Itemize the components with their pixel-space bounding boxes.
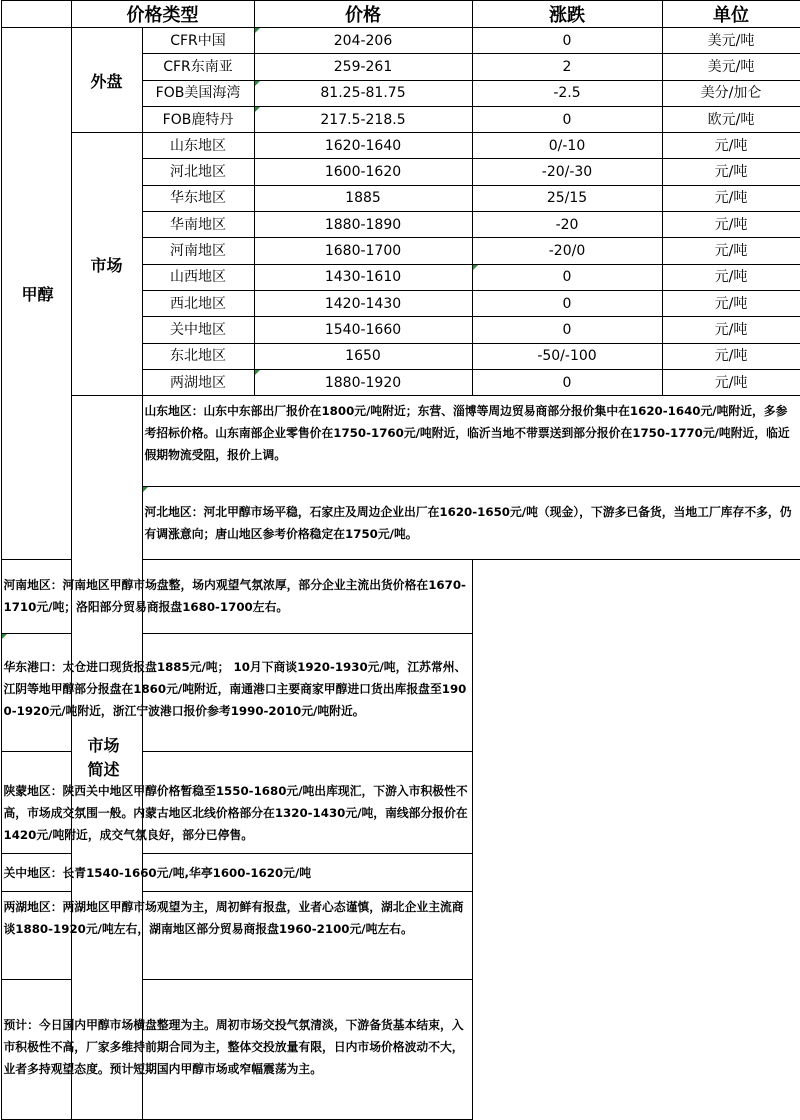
- row-name: 河北地区: [142, 159, 254, 185]
- row-price: 1650: [254, 343, 472, 369]
- row-unit: 元/吨: [662, 317, 800, 343]
- row-name: CFR中国: [142, 28, 254, 54]
- row-change: 2: [472, 54, 662, 80]
- row-name: 华东地区: [142, 185, 254, 211]
- summary-row: [1, 634, 800, 752]
- row-price: 259-261: [254, 54, 472, 80]
- row-change: 0/-10: [472, 133, 662, 159]
- row-name: 关中地区: [142, 317, 254, 343]
- row-unit: 元/吨: [662, 133, 800, 159]
- row-unit: 元/吨: [662, 159, 800, 185]
- category-summary: 市场 简述: [71, 396, 142, 1120]
- table-row: [1, 133, 800, 159]
- row-name: CFR东南亚: [142, 54, 254, 80]
- row-change: 0: [472, 317, 662, 343]
- header-blank: [1, 1, 71, 28]
- category-market: 市场: [71, 133, 142, 396]
- header-price-type: 价格类型: [71, 1, 254, 28]
- row-change: -20/-30: [472, 159, 662, 185]
- row-price: 1540-1660: [254, 317, 472, 343]
- note-east-china-port: 华东港口：太仓进口现货报盘1885元/吨； 10月下商谈1920-1930元/吨，江苏常州、江阴等地甲醇部分报盘在1860元/吨附近，南通港口主要商家甲醇进口货出库报盘至1900-1920元/吨附近，浙江宁波港口报价参考1990-2010元/吨附近。: [1, 634, 472, 752]
- header-change: 涨跌: [472, 1, 662, 28]
- row-price: 1680-1700: [254, 238, 472, 264]
- row-price: 1620-1640: [254, 133, 472, 159]
- row-price: 1600-1620: [254, 159, 472, 185]
- row-price: 1430-1610: [254, 264, 472, 290]
- note-lianghu: 两湖地区：两湖地区甲醇市场观望为主，周初鲜有报盘，业者心态谨慎，湖北企业主流商谈1880-1920元/吨左右，湖南地区部分贸易商报盘1960-2100元/吨左右。: [1, 892, 472, 980]
- row-name: 河南地区: [142, 238, 254, 264]
- row-name: 东北地区: [142, 343, 254, 369]
- row-change: 0: [472, 369, 662, 395]
- row-change: -50/-100: [472, 343, 662, 369]
- row-price: 204-206: [254, 28, 472, 54]
- note-forecast: 预计：今日国内甲醇市场横盘整理为主。周初市场交投气氛清淡，下游备货基本结束，入市积极性不高，厂家多维持前期合同为主，整体交投放量有限，日内市场价格波动不大，业者多持观望态度。预计短期国内甲醇市场或窄幅震荡为主。: [1, 980, 472, 1120]
- row-change: 0: [472, 106, 662, 132]
- row-change: 0: [472, 264, 662, 290]
- row-name: 华南地区: [142, 212, 254, 238]
- row-price: 81.25-81.75: [254, 80, 472, 106]
- row-unit: 欧元/吨: [662, 106, 800, 132]
- note-henan: 河南地区：河南地区甲醇市场盘整，场内观望气氛浓厚，部分企业主流出货价格在1670-1710元/吨；洛阳部分贸易商报盘1680-1700左右。: [1, 560, 472, 634]
- row-change: -20: [472, 212, 662, 238]
- row-change: 0: [472, 290, 662, 316]
- row-change: 0: [472, 28, 662, 54]
- product-name: 甲醇: [1, 28, 71, 560]
- summary-row: [1, 396, 800, 487]
- row-unit: 美元/吨: [662, 28, 800, 54]
- row-price: 1420-1430: [254, 290, 472, 316]
- note-guanzhong: 关中地区：长青1540-1660元/吨,华亭1600-1620元/吨: [1, 854, 472, 892]
- row-name: FOB鹿特丹: [142, 106, 254, 132]
- row-unit: 元/吨: [662, 290, 800, 316]
- summary-row: [1, 980, 800, 1120]
- methanol-price-table: [1, 0, 800, 1120]
- table-row: [1, 28, 800, 54]
- row-unit: 元/吨: [662, 369, 800, 395]
- category-foreign: 外盘: [71, 28, 142, 133]
- summary-row: [1, 752, 800, 854]
- summary-row: [1, 854, 800, 892]
- row-name: 山东地区: [142, 133, 254, 159]
- row-unit: 元/吨: [662, 185, 800, 211]
- summary-row: [1, 560, 800, 634]
- row-unit: 元/吨: [662, 264, 800, 290]
- row-change: -20/0: [472, 238, 662, 264]
- row-change: -2.5: [472, 80, 662, 106]
- note-hebei: 河北地区：河北甲醇市场平稳，石家庄及周边企业出厂在1620-1650元/吨（现金），下游多已备货，当地工厂库存不多，仍有调涨意向；唐山地区参考价格稳定在1750元/吨。: [142, 487, 800, 560]
- row-unit: 元/吨: [662, 343, 800, 369]
- note-shaanxi-inner-mongolia: 陕蒙地区：陕西关中地区甲醇价格暂稳至1550-1680元/吨出库现汇，下游入市积极性不高，市场成交氛围一般。内蒙古地区北线价格部分在1320-1430元/吨，南线部分报价在1420元/吨附近，成交气氛良好，部分已停售。: [1, 752, 472, 854]
- row-name: 两湖地区: [142, 369, 254, 395]
- note-shandong: 山东地区：山东中东部出厂报价在1800元/吨附近；东营、淄博等周边贸易商部分报价集中在1620-1640元/吨附近，多参考招标价格。山东南部企业零售价在1750-1760元/吨附近，临沂当地不带票送到部分报价在1750-1770元/吨附近，临近假期物流受阻，报价上调。: [142, 396, 800, 487]
- row-name: FOB美国海湾: [142, 80, 254, 106]
- row-name: 山西地区: [142, 264, 254, 290]
- row-unit: 元/吨: [662, 238, 800, 264]
- header-row: [1, 1, 800, 28]
- row-name: 西北地区: [142, 290, 254, 316]
- summary-row: [1, 892, 800, 980]
- row-change: 25/15: [472, 185, 662, 211]
- row-price: 217.5-218.5: [254, 106, 472, 132]
- row-price: 1880-1890: [254, 212, 472, 238]
- row-unit: 元/吨: [662, 212, 800, 238]
- row-unit: 美元/吨: [662, 54, 800, 80]
- row-price: 1885: [254, 185, 472, 211]
- header-price: 价格: [254, 1, 472, 28]
- row-unit: 美分/加仑: [662, 80, 800, 106]
- header-unit: 单位: [662, 1, 800, 28]
- row-price: 1880-1920: [254, 369, 472, 395]
